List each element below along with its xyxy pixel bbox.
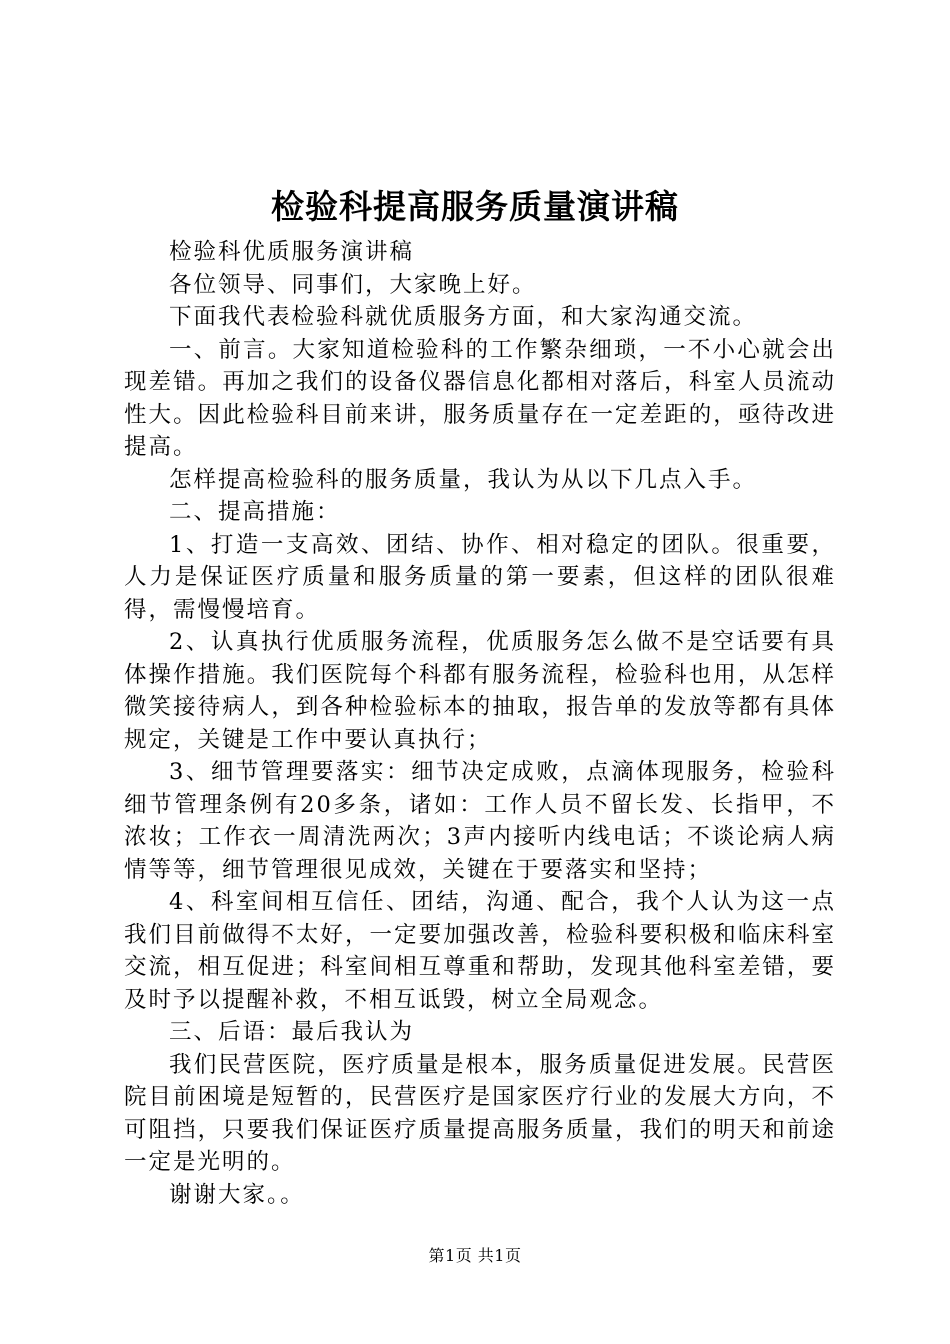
section-heading-measures: 二、提高措施： <box>169 499 341 525</box>
paragraph-greeting: 各位领导、同事们，大家晚上好。 <box>169 271 537 298</box>
document-body <box>124 236 836 1211</box>
paragraph-measure-4: 4、科室间相互信任、团结，沟通、配合，我个人认为这一点我们目前做得不太好，一定要加强改善，检验科要积极和临床科室交流，相互促进；科室间相互尊重和帮助，发现其他科室差错，要及时予以提醒补救，不相互诋毁，树立全局观念。 <box>124 889 836 1013</box>
section-heading-closing: 三、后语：最后我认为 <box>169 1019 415 1045</box>
paragraph-preface: 一、前言。大家知道检验科的工作繁杂细琐，一不小心就会出现差错。再加之我们的设备仪器信息化都相对落后，科室人员流动性大。因此检验科目前来讲，服务质量存在一定差距的，亟待改进提高。 <box>124 336 836 460</box>
paragraph-intro: 下面我代表检验科就优质服务方面，和大家沟通交流。 <box>169 304 758 330</box>
paragraph-conclusion: 我们民营医院，医疗质量是根本，服务质量促进发展。民营医院目前困境是短暂的，民营医疗是国家医疗行业的发展大方向，不可阻挡，只要我们保证医疗质量提高服务质量，我们的明天和前途一定是光明的。 <box>124 1051 836 1175</box>
paragraph-measure-3: 3、细节管理要落实：细节决定成败，点滴体现服务，检验科细节管理条例有20多条，诸如：工作人员不留长发、长指甲，不浓妆；工作衣一周清洗两次；3声内接听内线电话；不谈论病人病情等等，细节管理很见成效，关键在于要落实和坚持； <box>124 759 836 883</box>
page-footer: 第1页 共1页 <box>428 1246 522 1265</box>
paragraph-subtitle: 检验科优质服务演讲稿 <box>169 239 415 265</box>
paragraph-measure-1: 1、打造一支高效、团结、协作、相对稳定的团队。很重要，人力是保证医疗质量和服务质量的第一要素，但这样的团队很难得，需慢慢培育。 <box>124 531 836 623</box>
paragraph-question: 怎样提高检验科的服务质量，我认为从以下几点入手。 <box>169 466 758 493</box>
paragraph-measure-2: 2、认真执行优质服务流程，优质服务怎么做不是空话要有具体操作措施。我们医院每个科都有服务流程，检验科也用，从怎样微笑接待病人，到各种检验标本的抽取，报告单的发放等都有具体规定，关键是工作中要认真执行； <box>124 629 836 753</box>
document-title: 检验科提高服务质量演讲稿 <box>271 187 679 226</box>
paragraph-thanks: 谢谢大家。。 <box>169 1181 305 1208</box>
